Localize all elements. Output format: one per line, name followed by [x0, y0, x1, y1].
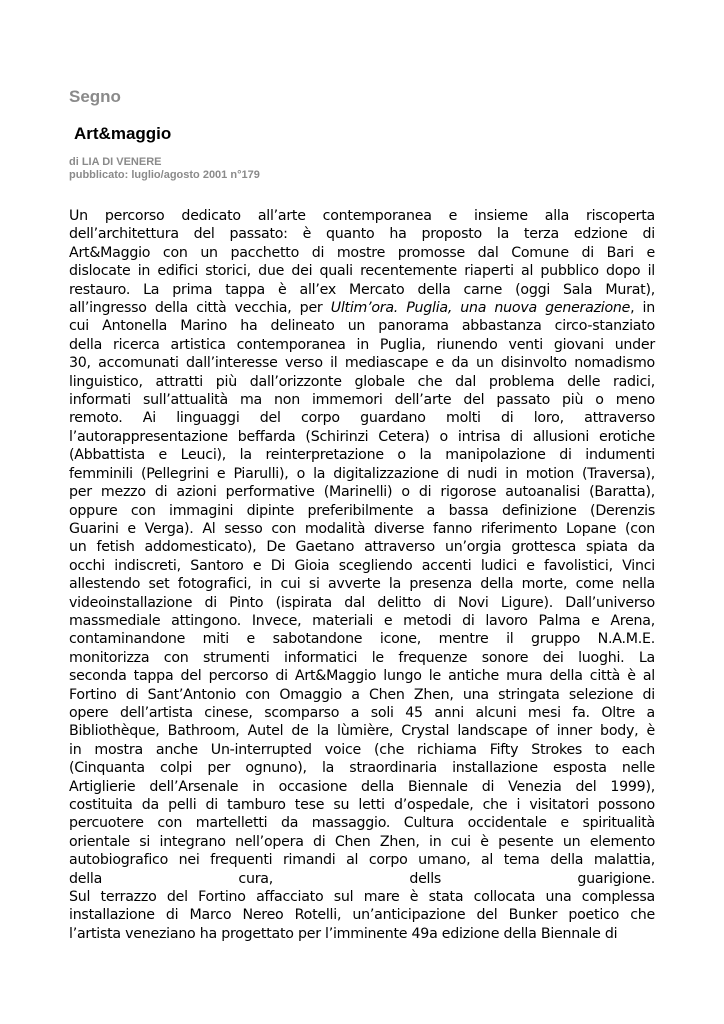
body-line-text: all’ingresso della città vecchia, per	[69, 300, 331, 317]
body-line: cui Antonella Marino ha delineato un panorama abbastanza circo-stanziato	[69, 318, 655, 335]
body-line: un fetish addomesticato), De Gaetano attraverso un’orgia grottesca spiata da	[69, 539, 655, 556]
article-meta	[69, 156, 260, 182]
body-line: Bibliothèque, Bathroom, Autel de la lùmière, Crystal landscape of inner body, è	[69, 723, 655, 740]
body-line: Fortino di Sant’Antonio con Omaggio a Chen Zhen, una stringata selezione di	[69, 686, 655, 703]
body-line: allestendo set fotografici, in cui si avverte la presenza della morte, come nella	[69, 576, 655, 593]
body-line: Sul terrazzo del Fortino affacciato sul mare è stata collocata una complessa	[69, 889, 655, 906]
body-line: restauro. La prima tappa è all’ex Mercato della carne (oggi Sala Murat),	[69, 281, 655, 298]
body-line: in mostra anche Un-interrupted voice (che richiama Fifty Strokes to each	[69, 741, 655, 758]
author-line: di LIA DI VENERE	[69, 156, 162, 168]
body-line: 30, accomunati dall’interesse verso il mediascape e da un disinvolto nomadismo	[69, 355, 655, 372]
body-line: oppure con immagini dipinte preferibilmente a bassa definizione (Derenzis	[69, 502, 655, 519]
body-line: installazione di Marco Nereo Rotelli, un’anticipazione del Bunker poetico che	[69, 907, 655, 924]
body-line: Artiglierie dell’Arsenale in occasione della Biennale di Venezia del 1999),	[69, 778, 655, 795]
body-line: informati sull’attualità ma non immemori dell’arte del passato più o meno	[69, 392, 655, 409]
body-line: percuotere con martelletti da massaggio. Cultura occidentale e spiritualità	[69, 815, 655, 832]
body-line: della ricerca artistica contemporanea in Puglia, riunendo venti giovani under	[69, 336, 655, 353]
body-line: videoinstallazione di Pinto (ispirata dal delitto di Novi Ligure). Dall’universo	[69, 594, 655, 611]
body-line: remoto. Ai linguaggi del corpo guardano molti di loro, attraverso	[69, 410, 655, 427]
body-line: dell’architettura del passato: è quanto ha proposto la terza edzione di	[69, 226, 655, 243]
body-line: costituita da pelli di tamburo tese su letti d’ospedale, che i visitatori possono	[69, 797, 655, 813]
body-line: (Cinquanta colpi per ognuno), la straordinaria installazione esposta nelle	[69, 760, 655, 777]
body-line: femminili (Pellegrini e Piarulli), o la digitalizzazione di nudi in motion (Traversa),	[69, 465, 655, 482]
body-line: l’autorappresentazione beffarda (Schirinzi Cetera) o intrisa di allusioni erotiche	[69, 428, 655, 445]
article-body	[69, 207, 655, 943]
body-line-with-exhibition-title	[69, 299, 655, 317]
article-title: Art&maggio	[74, 124, 172, 143]
body-line: Art&Maggio con un pacchetto di mostre promosse dal Comune di Bari e	[69, 244, 655, 261]
body-line: l’artista veneziano ha progettato per l’imminente 49a edizione della Biennale di	[69, 925, 618, 942]
body-line: linguistico, attratti più dall’orizzonte globale che dal problema delle radici,	[69, 373, 655, 390]
body-line: (Abbattista e Leuci), la reinterpretazione o la manipolazione di indumenti	[69, 447, 655, 464]
body-line: Guarini e Verga). Al sesso con modalità diverse fanno riferimento Lopane (con	[69, 520, 655, 537]
magazine-name: Segno	[69, 87, 121, 106]
body-line: opere dell’artista cinese, scomparso a soli 45 anni alcuni mesi fa. Oltre a	[69, 704, 655, 721]
body-line: monitorizza con strumenti informatici le frequenze sonore dei luoghi. La	[69, 649, 655, 666]
body-line: per mezzo di azioni performative (Marinelli) o di rigorose autoanalisi (Baratta),	[69, 484, 655, 501]
body-line: orientale si integrano nell’opera di Chen Zhen, in cui è pesente un elemento	[69, 833, 655, 850]
body-line: massmediale attingono. Invece, materiali e metodi di lavoro Palma e Arena,	[69, 612, 655, 629]
body-line: occhi indiscreti, Santoro e Di Gioia scegliendo accenti ludici e favolistici, Vinci	[69, 557, 655, 574]
body-line: dislocate in edifici storici, due dei quali recentemente riaperti al pubblico dopo il	[69, 263, 655, 280]
body-line: seconda tappa del percorso di Art&Maggio lungo le antiche mura della città è al	[69, 668, 655, 685]
publication-line: pubblicato: luglio/agosto 2001 n°179	[69, 169, 260, 181]
body-line: Un percorso dedicato all’arte contemporanea e insieme alla riscoperta	[69, 208, 655, 224]
body-line: autobiografico nei frequenti rimandi al corpo umano, al tema della malattia,	[69, 852, 655, 869]
body-line-text: , in	[630, 300, 655, 317]
exhibition-title: Ultim’ora. Puglia, una nuova generazione	[330, 300, 631, 317]
body-line-paragraph-end: della cura, dells guarigione.	[69, 870, 655, 887]
body-line: contaminandone miti e sabotandone icone, mentre il gruppo N.A.M.E.	[69, 631, 655, 648]
